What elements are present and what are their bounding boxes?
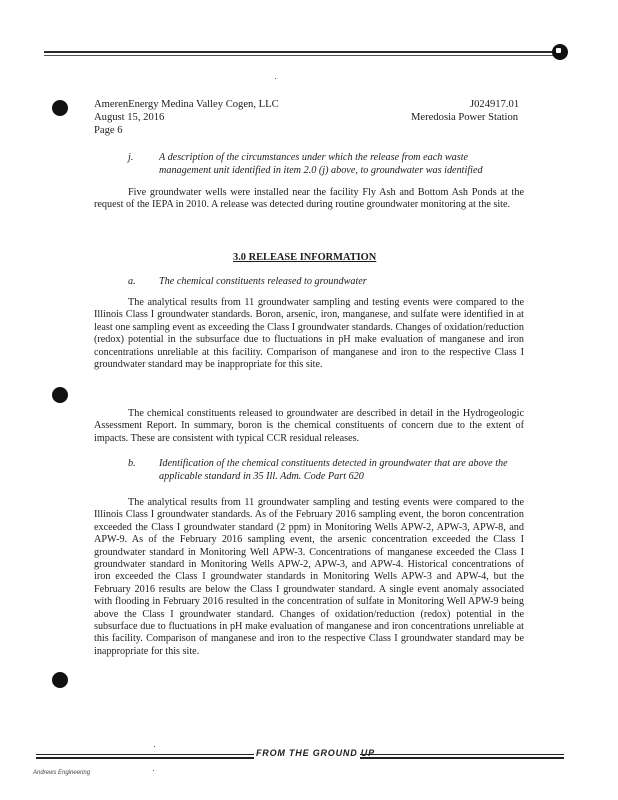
item-b-text: Identification of the chemical constituents detected in groundwater that are above the applicable standard in 35 Ill. Adm. Code Part 620 (159, 458, 508, 482)
header-station: Meredosia Power Station (411, 112, 519, 123)
corner-logo-mark (552, 44, 568, 60)
header-page: Page 6 (94, 125, 123, 136)
scan-speck (154, 746, 155, 747)
item-a-text: The chemical constituents released to groundwater (159, 276, 367, 287)
paragraph-2: The analytical results from 11 groundwater sampling and testing events were compared to the Illinois Class I groundwater standards. Boron, arsenic, iron, manganese, and sulfate were identified in at least one sampling event as exceeding the Class I groundwater standards. Changes of oxidation/reduction (redox) potential in the subsurface due to fluctuations in pH make evaluation of manganese and iron concentrations unreliable at this facility. Comparison of manganese and iron to the respective Class I groundwater standard may be inappropriate for this site. (94, 297, 524, 371)
footer-slogan: FROM THE GROUND UP (256, 748, 375, 758)
footer-rule-right (360, 754, 564, 755)
paragraph-3: The chemical constituents released to groundwater are described in detail in the Hydrogeologic Assessment Report. In summary, boron is the chemical constituents of concern due to the extent of impacts. These are consistent with typical CCR residual releases. (94, 408, 524, 444)
scan-speck (275, 78, 276, 79)
paragraph-1: Five groundwater wells were installed near the facility Fly Ash and Bottom Ash Ponds at the request of the IEPA in 2010. A release was detected during routine groundwater monitoring at the site. (94, 187, 524, 211)
paragraph-4: The analytical results from 11 groundwater sampling and testing events were compared to the Illinois Class I groundwater standards. As of the February 2016 sampling event, the boron concentration exceeded the Class I groundwater standard (2 ppm) in Monitoring Wells APW-2, APW-3, APW-8, and APW-9. As of the February 2016 sampling event, the arsenic concentration exceeded the Class I groundwater standard in Monitoring Well APW-3. Concentrations of manganese exceeded the Class I groundwater standard in Monitoring Wells APW-2, APW-3, and APW-4. Historical concentrations of iron exceeded the Class I groundwater standards in Monitoring Wells APW-3 and APW-4, but the February 2016 results are below the Class I groundwater standard. A single event anomaly associated with flooding in February 2016 resulted in the concentration of sulfate in Monitoring Well APW-9 being above the Class I groundwater standard. Changes of oxidation/reduction (redox) potential in the subsurface due to fluctuations in pH make evaluation of manganese and iron concentrations unreliable at this facility. Comparison of manganese and iron to the respective Class I groundwater standard may be inappropriate for this site. (94, 497, 524, 657)
top-rule (44, 51, 554, 53)
footer-rule-right-thick (360, 757, 564, 759)
item-j-label: j. (128, 152, 134, 163)
section-heading: 3.0 RELEASE INFORMATION (233, 252, 377, 263)
header-company: AmerenEnergy Medina Valley Cogen, LLC (94, 99, 279, 110)
footer-rule-left-thick (36, 757, 254, 759)
header-date: August 15, 2016 (94, 112, 165, 123)
header-doc-id: J024917.01 (470, 99, 520, 110)
scan-speck (153, 770, 154, 771)
footer-rule-left (36, 754, 254, 755)
footer-company-mark: Andrews Engineering (33, 770, 91, 776)
item-a-label: a. (128, 276, 136, 287)
item-j-text: A description of the circumstances under which the release from each waste management unit identified in item 2.0 (j) above, to groundwater was identified (159, 152, 483, 176)
punch-hole-middle (52, 387, 68, 403)
punch-hole-top (52, 100, 68, 116)
item-b-label: b. (128, 458, 136, 469)
top-rule-thin (44, 55, 554, 56)
punch-hole-bottom (52, 672, 68, 688)
